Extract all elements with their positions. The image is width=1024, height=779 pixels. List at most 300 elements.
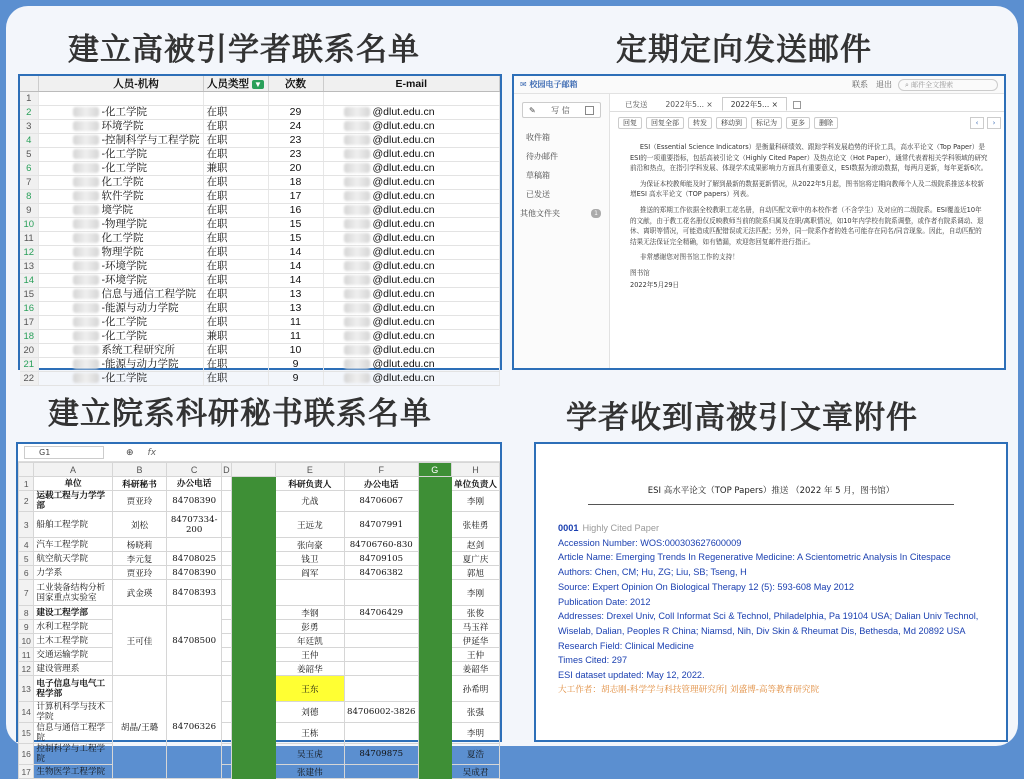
cell-unit-head[interactable]: 姜韶华	[452, 662, 500, 676]
table-row[interactable]	[20, 358, 500, 372]
col-header[interactable]: C	[167, 463, 222, 477]
cell-research-head[interactable]: 刘德	[275, 702, 344, 723]
col-header[interactable]: B	[112, 463, 167, 477]
table-row[interactable]	[20, 316, 500, 330]
cell-type[interactable]: 在职	[203, 302, 268, 316]
cell-unit[interactable]: 控制科学与工程学院	[34, 744, 112, 765]
cell-unit[interactable]: 建设管理系	[34, 662, 112, 676]
table-row[interactable]	[19, 538, 500, 552]
email-text: @dlut.edu.cn	[372, 358, 435, 370]
org-text: 软件学院	[101, 190, 144, 202]
cell-research-head[interactable]: 吴玉虎	[275, 744, 344, 765]
tab-sent[interactable]: 已发送	[625, 100, 648, 109]
table-row[interactable]	[20, 372, 500, 386]
cell-research-phone[interactable]: 84707991	[345, 512, 419, 538]
cell-secretary[interactable]: 科研秘书	[112, 477, 167, 491]
col-header-email[interactable]: E-mail	[323, 76, 500, 92]
cell-type[interactable]: 在职	[203, 372, 268, 386]
cell-research-phone[interactable]	[345, 634, 419, 648]
folder-item[interactable]	[514, 204, 609, 223]
cell-type[interactable]: 在职	[203, 316, 268, 330]
cell-count[interactable]: 16	[268, 204, 323, 218]
row-number: 6	[20, 162, 38, 176]
cell-count[interactable]: 23	[268, 148, 323, 162]
cell-office-phone[interactable]: 84708390	[167, 491, 222, 512]
cell-unit[interactable]: 生物医学工程学院	[34, 765, 112, 779]
table-row[interactable]	[20, 274, 500, 288]
cell-research-head[interactable]: 李钢	[275, 606, 344, 620]
email-text: @dlut.edu.cn	[372, 330, 435, 342]
cell-research-phone[interactable]	[345, 620, 419, 634]
cell-org[interactable]	[38, 344, 203, 358]
cell-secretary[interactable]: 李元复	[112, 552, 167, 566]
cell-type[interactable]	[203, 92, 268, 106]
email-text: @dlut.edu.cn	[372, 120, 435, 132]
cell-count[interactable]: 14	[268, 274, 323, 288]
cell-email[interactable]	[323, 120, 500, 134]
cell-email[interactable]	[323, 148, 500, 162]
table-row[interactable]	[19, 662, 500, 676]
cell-count[interactable]: 15	[268, 218, 323, 232]
cell-count[interactable]	[268, 92, 323, 106]
cell-count[interactable]: 18	[268, 176, 323, 190]
cell-count[interactable]: 15	[268, 232, 323, 246]
cell-office-phone[interactable]: 84708390	[167, 566, 222, 580]
cell-type[interactable]: 在职	[203, 106, 268, 120]
cell-office-phone[interactable]: 办公电话	[167, 477, 222, 491]
col-header[interactable]: G	[418, 463, 452, 477]
folder-item[interactable]	[514, 185, 609, 204]
cell-unit-head[interactable]: 吴成君	[452, 765, 500, 779]
cell-research-head[interactable]: 张向豪	[275, 538, 344, 552]
cell-green-divider	[231, 676, 275, 702]
cell-unit-head[interactable]: 赵剑	[452, 538, 500, 552]
cell-office-phone[interactable]	[167, 676, 222, 779]
org-text: -环境学院	[101, 260, 147, 272]
tab-mail-1[interactable]	[657, 97, 722, 111]
cell-unit-head[interactable]: 李明	[452, 723, 500, 744]
col-header-type[interactable]	[203, 76, 268, 92]
mail-search-input[interactable]: ⌕ 邮件全文搜索	[898, 79, 998, 91]
cell-email[interactable]	[323, 204, 500, 218]
toolbar-button[interactable]: 移动到	[716, 117, 747, 129]
table-row[interactable]	[20, 344, 500, 358]
cell-type[interactable]: 在职	[203, 344, 268, 358]
cell-office-phone[interactable]: 84708393	[167, 580, 222, 606]
toolbar-button[interactable]: 更多	[786, 117, 810, 129]
cell-count[interactable]: 13	[268, 288, 323, 302]
org-text: 信息与通信工程学院	[101, 288, 196, 300]
toolbar-button[interactable]: 删除	[814, 117, 838, 129]
toolbar-button[interactable]: 回复	[618, 117, 642, 129]
cell-count[interactable]: 9	[268, 372, 323, 386]
cell-count[interactable]: 14	[268, 260, 323, 274]
mail-paragraph-3: 推送的郑期工作依据全校教职工花名册，自动匹配文章中的本校作者（不含学生）及对应的二级院系。ESI覆盖近10年的文献，由于教工花名册仅反映教师当前的院系归属及在职/离职情况，如10年内学校有院系调整，或作者有院系调动、退休、离职等情况，可能造成匹配错误或无法匹配；另外，同一院系作者的姓名可能存在同名/同音现象。因此，自动匹配的结果无法保证完全精确，如有错漏，欢迎您回复邮件进行指正。	[630, 205, 984, 246]
cell-secretary[interactable]	[112, 676, 167, 779]
org-text: 物理学院	[101, 246, 144, 258]
cell-org[interactable]	[38, 316, 203, 330]
toolbar-button[interactable]: 转发	[688, 117, 712, 129]
table-row[interactable]	[20, 302, 500, 316]
cell-count[interactable]: 29	[268, 106, 323, 120]
cell-email[interactable]	[323, 190, 500, 204]
cell-unit[interactable]: 航空航天学院	[34, 552, 112, 566]
cell-hidden	[222, 580, 232, 606]
redacted-name	[73, 177, 99, 187]
mail-reader	[610, 94, 1004, 368]
cell-research-phone[interactable]: 84706382	[345, 566, 419, 580]
cell-org[interactable]	[38, 176, 203, 190]
cell-unit-head[interactable]: 李刚	[452, 580, 500, 606]
table-row[interactable]	[19, 620, 500, 634]
inbox-tray-icon[interactable]	[585, 106, 594, 115]
row-number: 9	[20, 204, 38, 218]
cell-office-phone[interactable]: 84707334-200	[167, 512, 222, 538]
table-row[interactable]	[20, 218, 500, 232]
row-number: 4	[20, 134, 38, 148]
secretary-text: 胡晶/王璐	[120, 723, 159, 733]
redacted-email	[344, 289, 370, 299]
table-row[interactable]	[20, 176, 500, 190]
cell-count[interactable]: 10	[268, 344, 323, 358]
cell-unit[interactable]: 交通运输学院	[34, 648, 112, 662]
col-header[interactable]: D	[223, 464, 230, 475]
table-row[interactable]	[19, 566, 500, 580]
cell-org[interactable]	[38, 372, 203, 386]
table-row[interactable]	[19, 491, 500, 512]
table-row[interactable]	[20, 92, 500, 106]
col-header-count[interactable]: 次数	[268, 76, 323, 92]
cell-unit[interactable]: 工业装备结构分析国家重点实验室	[34, 580, 112, 606]
cell-green-divider	[231, 512, 275, 538]
cell-count[interactable]: 13	[268, 302, 323, 316]
tab-mail-2-label: 2022年5...	[730, 100, 770, 109]
redacted-name	[73, 289, 99, 299]
cell-office-phone[interactable]	[167, 538, 222, 552]
table-row[interactable]	[19, 765, 500, 779]
cell-type[interactable]: 在职	[203, 358, 268, 372]
cell-email[interactable]	[323, 176, 500, 190]
table-row[interactable]	[20, 134, 500, 148]
cell-unit[interactable]: 土木工程学院	[34, 634, 112, 648]
cell-hidden	[222, 566, 232, 580]
record-field: Times Cited: 297	[558, 655, 628, 666]
cell-unit-head[interactable]: 单位负责人	[452, 477, 500, 491]
heading-secretary-list: 建立院系科研秘书联系名单	[48, 396, 432, 432]
cell-org[interactable]	[38, 190, 203, 204]
cell-type[interactable]: 在职	[203, 120, 268, 134]
zoom-icon[interactable]: ⊕	[126, 447, 134, 458]
table-row[interactable]	[20, 106, 500, 120]
cell-unit-head[interactable]: 王仲	[452, 648, 500, 662]
cell-count[interactable]: 11	[268, 330, 323, 344]
cell-green-divider	[231, 723, 275, 744]
cell-type[interactable]: 在职	[203, 246, 268, 260]
redacted-email	[344, 205, 370, 215]
cell-unit[interactable]: 力学系	[34, 566, 112, 580]
cell-research-phone[interactable]	[345, 580, 419, 606]
cell-type[interactable]: 在职	[203, 204, 268, 218]
cell-unit-head[interactable]: 张强	[452, 702, 500, 723]
cell-unit-head[interactable]: 郭旭	[452, 566, 500, 580]
cell-email[interactable]	[323, 302, 500, 316]
cell-org[interactable]	[38, 204, 203, 218]
cell-green-divider	[418, 662, 452, 676]
cell-unit[interactable]: 计算机科学与技术学院	[34, 702, 112, 723]
table-row[interactable]	[19, 648, 500, 662]
table-row[interactable]	[19, 477, 500, 491]
mail-tabs	[610, 94, 1004, 112]
cell-org[interactable]	[38, 218, 203, 232]
table-row[interactable]	[19, 634, 500, 648]
row-number: 13	[19, 676, 34, 702]
table-row[interactable]	[20, 190, 500, 204]
col-header[interactable]: A	[34, 463, 112, 477]
cell-unit-head[interactable]: 张桂勇	[452, 512, 500, 538]
cell-org[interactable]	[38, 330, 203, 344]
table-row[interactable]	[20, 330, 500, 344]
cell-unit[interactable]: 运载工程与力学学部	[34, 491, 112, 512]
cell-email[interactable]	[323, 232, 500, 246]
cell-research-head[interactable]: 彭勇	[275, 620, 344, 634]
cell-email[interactable]	[323, 358, 500, 372]
col-header-org[interactable]: 人员-机构	[38, 76, 203, 92]
table-row[interactable]	[20, 232, 500, 246]
cell-green-divider	[231, 662, 275, 676]
paper-record	[558, 521, 984, 697]
cell-unit-head[interactable]: 夏浩	[452, 744, 500, 765]
cell-unit-head[interactable]: 孙希明	[452, 676, 500, 702]
row-header-corner	[19, 463, 34, 477]
cell-office-phone[interactable]: 84708025	[167, 552, 222, 566]
cell-unit[interactable]: 船舶工程学院	[34, 512, 112, 538]
cell-email[interactable]	[323, 330, 500, 344]
cell-research-phone[interactable]: 办公电话	[345, 477, 419, 491]
cell-email[interactable]	[323, 134, 500, 148]
compose-button[interactable]	[522, 102, 601, 118]
cell-org[interactable]	[38, 260, 203, 274]
prev-mail-button[interactable]: ‹	[970, 117, 984, 129]
cell-type[interactable]: 兼职	[203, 162, 268, 176]
col-header[interactable]: H	[452, 463, 500, 477]
table-row[interactable]	[20, 246, 500, 260]
mail-paragraph-2: 为保证本校教师能及时了解到最新的数据更新情况，从2022年5月起，图书馆将定期向教师个人及二级院系推送本校新增ESI 高水平论文（TOP papers）列表。	[630, 179, 984, 199]
col-header[interactable]: E	[275, 463, 344, 477]
cell-org[interactable]	[38, 274, 203, 288]
col-header[interactable]: F	[345, 463, 419, 477]
cell-email[interactable]	[323, 218, 500, 232]
cell-research-phone[interactable]	[345, 648, 419, 662]
cell-secretary[interactable]: 贾亚玲	[112, 491, 167, 512]
restore-window-icon[interactable]	[793, 101, 801, 109]
org-text: 环境学院	[101, 120, 144, 132]
cell-hidden	[222, 634, 232, 648]
folder-label: 收件箱	[526, 133, 550, 142]
record-number: 0001	[558, 523, 579, 533]
cell-org[interactable]	[38, 162, 203, 176]
toolbar-button[interactable]: 回复全部	[646, 117, 684, 129]
cell-unit-head[interactable]: 张俊	[452, 606, 500, 620]
cell-count[interactable]: 23	[268, 134, 323, 148]
scholar-table	[20, 76, 500, 386]
cell-research-phone[interactable]	[345, 662, 419, 676]
table-row[interactable]	[20, 120, 500, 134]
cell-count[interactable]: 11	[268, 316, 323, 330]
cell-email[interactable]	[323, 162, 500, 176]
org-text: -化工学院	[101, 372, 147, 384]
cell-type[interactable]: 兼职	[203, 330, 268, 344]
table-row[interactable]	[20, 204, 500, 218]
cell-research-head[interactable]: 年廷凯	[275, 634, 344, 648]
cell-research-phone[interactable]: 84706429	[345, 606, 419, 620]
cell-hidden	[222, 512, 232, 538]
mail-top-link-logout[interactable]: 退出	[876, 80, 892, 89]
cell-unit-head[interactable]: 马玉祥	[452, 620, 500, 634]
org-text: -化工学院	[101, 106, 147, 118]
cell-research-head[interactable]	[275, 580, 344, 606]
table-row[interactable]	[19, 744, 500, 765]
cell-research-head[interactable]: 科研负责人	[275, 477, 344, 491]
cell-type[interactable]: 在职	[203, 232, 268, 246]
cell-org[interactable]	[38, 120, 203, 134]
close-icon[interactable]: ×	[771, 100, 778, 109]
cell-org[interactable]	[38, 358, 203, 372]
cell-type[interactable]: 在职	[203, 218, 268, 232]
cell-type[interactable]: 在职	[203, 148, 268, 162]
cell-type[interactable]: 在职	[203, 176, 268, 190]
org-text: -化工学院	[101, 162, 147, 174]
cell-org[interactable]	[38, 148, 203, 162]
name-box[interactable]: G1	[24, 446, 104, 459]
folder-item[interactable]	[514, 166, 609, 185]
cell-research-head[interactable]: 阎军	[275, 566, 344, 580]
table-row[interactable]	[19, 702, 500, 723]
cell-org[interactable]	[38, 246, 203, 260]
cell-green-divider	[418, 723, 452, 744]
cell-email[interactable]	[323, 344, 500, 358]
tab-mail-1-label: 2022年5...	[665, 100, 705, 109]
cell-count[interactable]: 20	[268, 162, 323, 176]
filter-icon[interactable]: ▼	[254, 80, 262, 89]
cell-count[interactable]: 24	[268, 120, 323, 134]
mail-body	[610, 134, 1004, 290]
cell-research-head[interactable]: 王栋	[275, 723, 344, 744]
redacted-email	[344, 317, 370, 327]
cell-office-phone[interactable]	[167, 606, 222, 676]
cell-type[interactable]: 在职	[203, 274, 268, 288]
cell-org[interactable]	[38, 302, 203, 316]
cell-org[interactable]	[38, 106, 203, 120]
cell-unit[interactable]: 汽车工程学院	[34, 538, 112, 552]
cell-research-head[interactable]: 钱卫	[275, 552, 344, 566]
cell-secretary[interactable]: 贾亚玲	[112, 566, 167, 580]
cell-research-head[interactable]: 王东	[275, 676, 344, 702]
cell-unit[interactable]: 建设工程学部	[34, 606, 112, 620]
cell-type[interactable]: 在职	[203, 288, 268, 302]
cell-research-phone[interactable]: 84706067	[345, 491, 419, 512]
cell-type[interactable]: 在职	[203, 134, 268, 148]
folder-item[interactable]	[514, 147, 609, 166]
toolbar-button[interactable]: 标记为	[751, 117, 782, 129]
cell-count[interactable]: 17	[268, 190, 323, 204]
cell-count[interactable]: 14	[268, 246, 323, 260]
cell-research-phone[interactable]: 84709105	[345, 552, 419, 566]
cell-org[interactable]	[38, 92, 203, 106]
table-row[interactable]	[20, 148, 500, 162]
row-number: 2	[19, 491, 34, 512]
cell-email[interactable]	[323, 92, 500, 106]
close-icon[interactable]: ×	[706, 100, 713, 109]
cell-research-phone[interactable]: 84709875	[345, 744, 419, 765]
folder-item[interactable]	[514, 128, 609, 147]
cell-secretary[interactable]	[112, 606, 167, 676]
cell-green-divider	[418, 552, 452, 566]
cell-email[interactable]	[323, 316, 500, 330]
cell-email[interactable]	[323, 288, 500, 302]
table-row[interactable]	[20, 162, 500, 176]
cell-secretary[interactable]: 杨晓莉	[112, 538, 167, 552]
cell-email[interactable]	[323, 274, 500, 288]
row-number: 7	[19, 580, 34, 606]
cell-research-phone[interactable]: 84706760-830	[345, 538, 419, 552]
table-row[interactable]	[19, 676, 500, 702]
table-row[interactable]	[19, 606, 500, 620]
mail-top-link-contact[interactable]: 联系	[852, 80, 868, 89]
table-row[interactable]	[19, 512, 500, 538]
table-row[interactable]	[19, 580, 500, 606]
cell-research-phone[interactable]	[345, 765, 419, 779]
cell-unit[interactable]: 电子信息与电气工程学部	[34, 676, 112, 702]
cell-research-phone[interactable]	[345, 723, 419, 744]
cell-email[interactable]	[323, 372, 500, 386]
table-row[interactable]	[20, 288, 500, 302]
cell-unit-head[interactable]: 李刚	[452, 491, 500, 512]
tab-mail-2[interactable]	[722, 97, 787, 111]
cell-research-phone[interactable]	[345, 676, 419, 702]
cell-unit[interactable]: 信息与通信工程学院	[34, 723, 112, 744]
cell-unit[interactable]: 单位	[34, 477, 112, 491]
cell-unit-head[interactable]: 伊延华	[452, 634, 500, 648]
cell-research-phone[interactable]: 84706002-3826	[345, 702, 419, 723]
cell-org[interactable]	[38, 232, 203, 246]
cell-green-divider	[418, 491, 452, 512]
cell-email[interactable]	[323, 106, 500, 120]
cell-secretary[interactable]: 武金瑛	[112, 580, 167, 606]
cell-unit[interactable]: 水利工程学院	[34, 620, 112, 634]
cell-research-head[interactable]: 尤战	[275, 491, 344, 512]
cell-secretary[interactable]: 刘松	[112, 512, 167, 538]
cell-org[interactable]	[38, 134, 203, 148]
cell-research-head[interactable]: 王远龙	[275, 512, 344, 538]
cell-type[interactable]: 在职	[203, 190, 268, 204]
table-row[interactable]	[20, 260, 500, 274]
table-row[interactable]	[19, 723, 500, 744]
cell-count[interactable]: 9	[268, 358, 323, 372]
next-mail-button[interactable]: ›	[987, 117, 1001, 129]
cell-research-head[interactable]: 王仲	[275, 648, 344, 662]
cell-hidden	[222, 538, 232, 552]
row-number: 13	[20, 260, 38, 274]
table-row[interactable]	[19, 552, 500, 566]
cell-research-head[interactable]: 姜韶华	[275, 662, 344, 676]
cell-email[interactable]	[323, 260, 500, 274]
cell-research-head[interactable]: 张建伟	[275, 765, 344, 779]
cell-org[interactable]	[38, 288, 203, 302]
cell-type[interactable]: 在职	[203, 260, 268, 274]
org-text: -化工学院	[101, 316, 147, 328]
cell-email[interactable]	[323, 246, 500, 260]
cell-unit-head[interactable]: 夏广庆	[452, 552, 500, 566]
